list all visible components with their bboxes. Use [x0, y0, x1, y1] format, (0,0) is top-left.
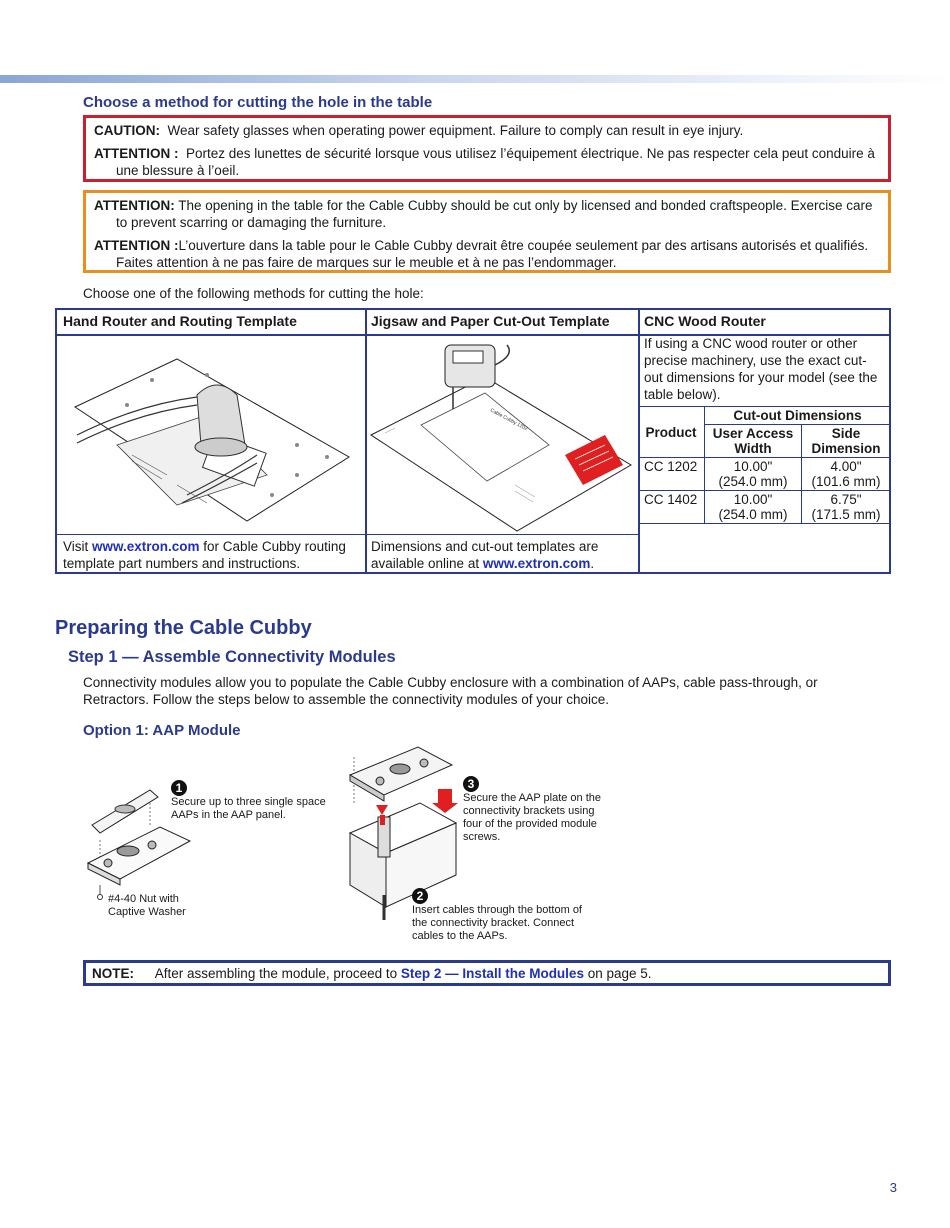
attention-box	[83, 190, 891, 273]
step1-body: Connectivity modules allow you to populate the Cable Cubby enclosure with a combination of AAPs, cable pass-through, or Retractors. Follow the steps below to assemble the connectivity modules of your choice.	[83, 675, 818, 707]
step-number-1: 1	[171, 780, 187, 796]
page-number: 3	[889, 1180, 897, 1195]
methods-intro: Choose one of the following methods for cutting the hole:	[83, 286, 424, 301]
table-row	[638, 458, 890, 491]
table-row	[638, 491, 890, 524]
divider	[57, 534, 365, 535]
cutout-group-header: Cut-out Dimensions	[705, 407, 891, 425]
row-side: 4.00" (101.6 mm)	[802, 458, 891, 491]
option1-title: Option 1: AAP Module	[83, 722, 241, 739]
caution-fr: ATTENTION : Portez des lunettes de sécurité lorsque vous utilisez l’équipement électrique. Ne pas respecter cela peut conduire à une blessure à l’oeil.	[94, 146, 875, 178]
step-number-3: 3	[463, 776, 479, 792]
template-label: Cable Cubby 1202	[489, 407, 529, 433]
hand-router-header: Hand Router and Routing Template	[57, 310, 365, 336]
header-gradient-bar	[0, 75, 950, 83]
method-hand-router	[57, 310, 367, 572]
caution-en: CAUTION: Wear safety glasses when operating power equipment. Failure to comply can result in eye injury.	[94, 123, 744, 138]
width-header: User Access Width	[705, 425, 802, 458]
jigsaw-footer: Dimensions and cut-out templates are available online at www.extron.com.	[371, 539, 599, 571]
step1-title: Step 1 — Assemble Connectivity Modules	[68, 648, 396, 666]
method-cnc	[638, 310, 889, 572]
row-product: CC 1202	[638, 458, 705, 491]
attention-en: ATTENTION: The opening in the table for the Cable Cubby should be cut only by licensed and bonded craftspeople. Exercise care to prevent scarring or damaging the furniture.	[94, 198, 873, 230]
method-jigsaw	[365, 310, 640, 572]
cutout-dimensions-table	[638, 406, 890, 524]
row-side: 6.75" (171.5 mm)	[802, 491, 891, 524]
note-label: NOTE:	[92, 966, 134, 981]
callout-2: 2 Insert cables through the bottom of the connectivity bracket. Connect cables to the AAPs.	[412, 889, 582, 942]
side-header: Side Dimension	[802, 425, 891, 458]
step-number-2: 2	[412, 888, 428, 904]
hand-router-footer: Visit www.extron.com for Cable Cubby routing template part numbers and instructions.	[63, 539, 346, 571]
cnc-header: CNC Wood Router	[638, 310, 889, 336]
methods-table	[55, 308, 891, 574]
jigsaw-header: Jigsaw and Paper Cut-Out Template	[365, 310, 638, 336]
jigsaw-illustration	[365, 335, 636, 535]
hand-router-illustration	[57, 335, 363, 535]
step2-link[interactable]: Step 2 — Install the Modules	[400, 966, 584, 981]
row-width: 10.00" (254.0 mm)	[705, 458, 802, 491]
cnc-text: If using a CNC wood router or other precise machinery, use the exact cut-out dimensions for your model (see the table below).	[644, 336, 878, 402]
note-box: NOTE: After assembling the module, proceed to Step 2 — Install the Modules on page 5.	[83, 960, 891, 986]
section-heading: Choose a method for cutting the hole in the table	[83, 94, 433, 111]
extron-link-2[interactable]: www.extron.com	[482, 556, 591, 571]
preparing-title: Preparing the Cable Cubby	[55, 617, 312, 639]
row-width: 10.00" (254.0 mm)	[705, 491, 802, 524]
extron-link-1[interactable]: www.extron.com	[92, 539, 200, 554]
product-header: Product	[638, 407, 705, 458]
divider	[365, 534, 638, 535]
attention-fr: ATTENTION :L’ouverture dans la table pour le Cable Cubby devrait être coupée seulement par des artisans autorisés et qualifiés. Faites attention à ne pas faire de marques sur le meuble et à ne pas l’endommager.	[94, 238, 869, 270]
callout-3: 3 Secure the AAP plate on the connectivity brackets using four of the provided module screws.	[463, 777, 602, 843]
callout-nut: #4-40 Nut with Captive Washer	[108, 893, 186, 918]
caution-box	[83, 115, 891, 182]
callout-1: 1 Secure up to three single space AAPs in the AAP panel.	[171, 781, 326, 821]
row-product: CC 1402	[638, 491, 705, 524]
